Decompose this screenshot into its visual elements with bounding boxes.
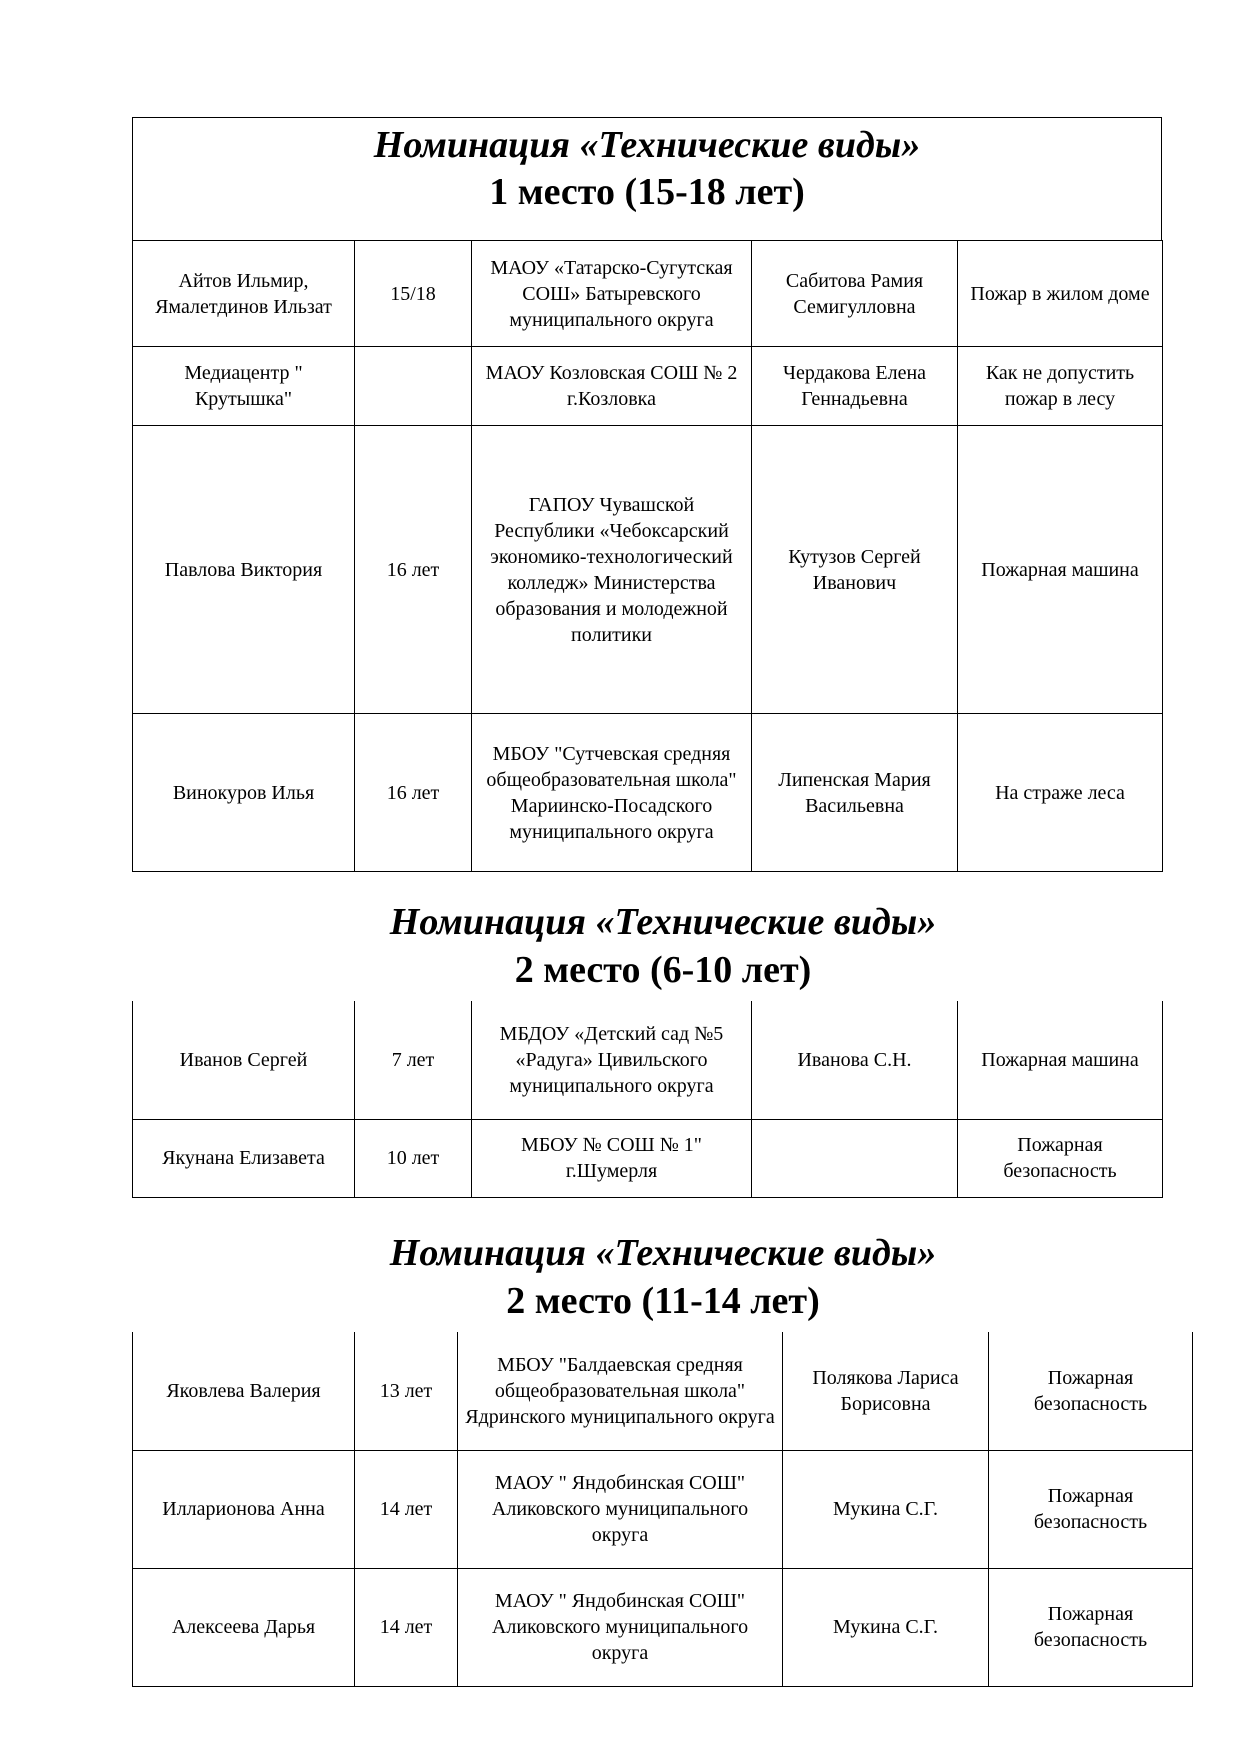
- supervisor-cell: [752, 1119, 958, 1197]
- institution-cell: МАОУ Козловская СОШ № 2 г.Козловка: [472, 347, 752, 426]
- participant-cell: Илларионова Анна: [133, 1450, 355, 1568]
- supervisor-cell: Полякова Лариса Борисовна: [783, 1332, 989, 1450]
- participant-cell: Айтов Ильмир, Ямалетдинов Ильзат: [133, 241, 355, 347]
- age-cell: 10 лет: [355, 1119, 472, 1197]
- supervisor-cell: Мукина С.Г.: [783, 1450, 989, 1568]
- institution-cell: МБОУ "Сутчевская средняя общеобразовательная школа" Мариинско-Посадского муниципального округа: [472, 714, 752, 872]
- work-title-cell: Пожарная машина: [958, 1001, 1163, 1119]
- age-cell: 16 лет: [355, 426, 472, 714]
- section-1-title-box: [132, 117, 1162, 240]
- age-cell: 15/18: [355, 241, 472, 347]
- institution-cell: МБОУ "Балдаевская средняя общеобразовательная школа" Ядринского муниципального округа: [458, 1332, 783, 1450]
- supervisor-cell: Сабитова Рамия Семигулловна: [752, 241, 958, 347]
- section-2-nomination: Номинация «Технические виды»: [389, 901, 937, 943]
- participant-cell: Якунана Елизавета: [133, 1119, 355, 1197]
- participant-cell: Алексеева Дарья: [133, 1568, 355, 1686]
- work-title-cell: На страже леса: [958, 714, 1163, 872]
- table-row: [133, 1119, 1163, 1197]
- work-title-cell: Как не допустить пожар в лесу: [958, 347, 1163, 426]
- participant-cell: Винокуров Илья: [133, 714, 355, 872]
- work-title-cell: Пожарная безопасность: [989, 1450, 1193, 1568]
- supervisor-cell: Иванова С.Н.: [752, 1001, 958, 1119]
- table-row: [133, 1450, 1193, 1568]
- table-row: [133, 347, 1163, 426]
- supervisor-cell: Чердакова Елена Геннадьевна: [752, 347, 958, 426]
- age-cell: 16 лет: [355, 714, 472, 872]
- section-2-table: [132, 1001, 1163, 1198]
- section-1-nomination: Номинация «Технические виды»: [373, 124, 921, 166]
- age-cell: 14 лет: [355, 1450, 458, 1568]
- table-row: [133, 241, 1163, 347]
- participant-cell: Яковлева Валерия: [133, 1332, 355, 1450]
- section-3-heading: [0, 1231, 1241, 1331]
- institution-cell: МАОУ " Яндобинская СОШ" Аликовского муниципального округа: [458, 1450, 783, 1568]
- supervisor-cell: Мукина С.Г.: [783, 1568, 989, 1686]
- section-2-place: 2 место (6-10 лет): [514, 949, 812, 991]
- work-title-cell: Пожарная безопасность: [989, 1568, 1193, 1686]
- institution-cell: МАОУ «Татарско-Сугутская СОШ» Батыревского муниципального округа: [472, 241, 752, 347]
- section-3-nomination: Номинация «Технические виды»: [389, 1232, 937, 1274]
- institution-cell: ГАПОУ Чувашской Республики «Чебоксарский экономико-технологический колледж» Министерства образования и молодежной политики: [472, 426, 752, 714]
- work-title-cell: Пожарная машина: [958, 426, 1163, 714]
- section-3-table: [132, 1332, 1193, 1687]
- participant-cell: Иванов Сергей: [133, 1001, 355, 1119]
- section-2-heading: [0, 900, 1241, 1000]
- age-cell: 14 лет: [355, 1568, 458, 1686]
- section-3-place: 2 место (11-14 лет): [506, 1280, 820, 1322]
- section-1-table: [132, 240, 1163, 872]
- table-row: [133, 1001, 1163, 1119]
- institution-cell: МАОУ " Яндобинская СОШ" Аликовского муниципального округа: [458, 1568, 783, 1686]
- institution-cell: МБДОУ «Детский сад №5 «Радуга» Цивильского муниципального округа: [472, 1001, 752, 1119]
- table-row: [133, 426, 1163, 714]
- age-cell: 13 лет: [355, 1332, 458, 1450]
- supervisor-cell: Кутузов Сергей Иванович: [752, 426, 958, 714]
- work-title-cell: Пожарная безопасность: [989, 1332, 1193, 1450]
- institution-cell: МБОУ № СОШ № 1" г.Шумерля: [472, 1119, 752, 1197]
- age-cell: [355, 347, 472, 426]
- age-cell: 7 лет: [355, 1001, 472, 1119]
- table-row: [133, 714, 1163, 872]
- participant-cell: Медиацентр " Крутышка": [133, 347, 355, 426]
- supervisor-cell: Липенская Мария Васильевна: [752, 714, 958, 872]
- work-title-cell: Пожарная безопасность: [958, 1119, 1163, 1197]
- section-1-place: 1 место (15-18 лет): [489, 171, 805, 213]
- table-row: [133, 1568, 1193, 1686]
- table-row: [133, 1332, 1193, 1450]
- work-title-cell: Пожар в жилом доме: [958, 241, 1163, 347]
- participant-cell: Павлова Виктория: [133, 426, 355, 714]
